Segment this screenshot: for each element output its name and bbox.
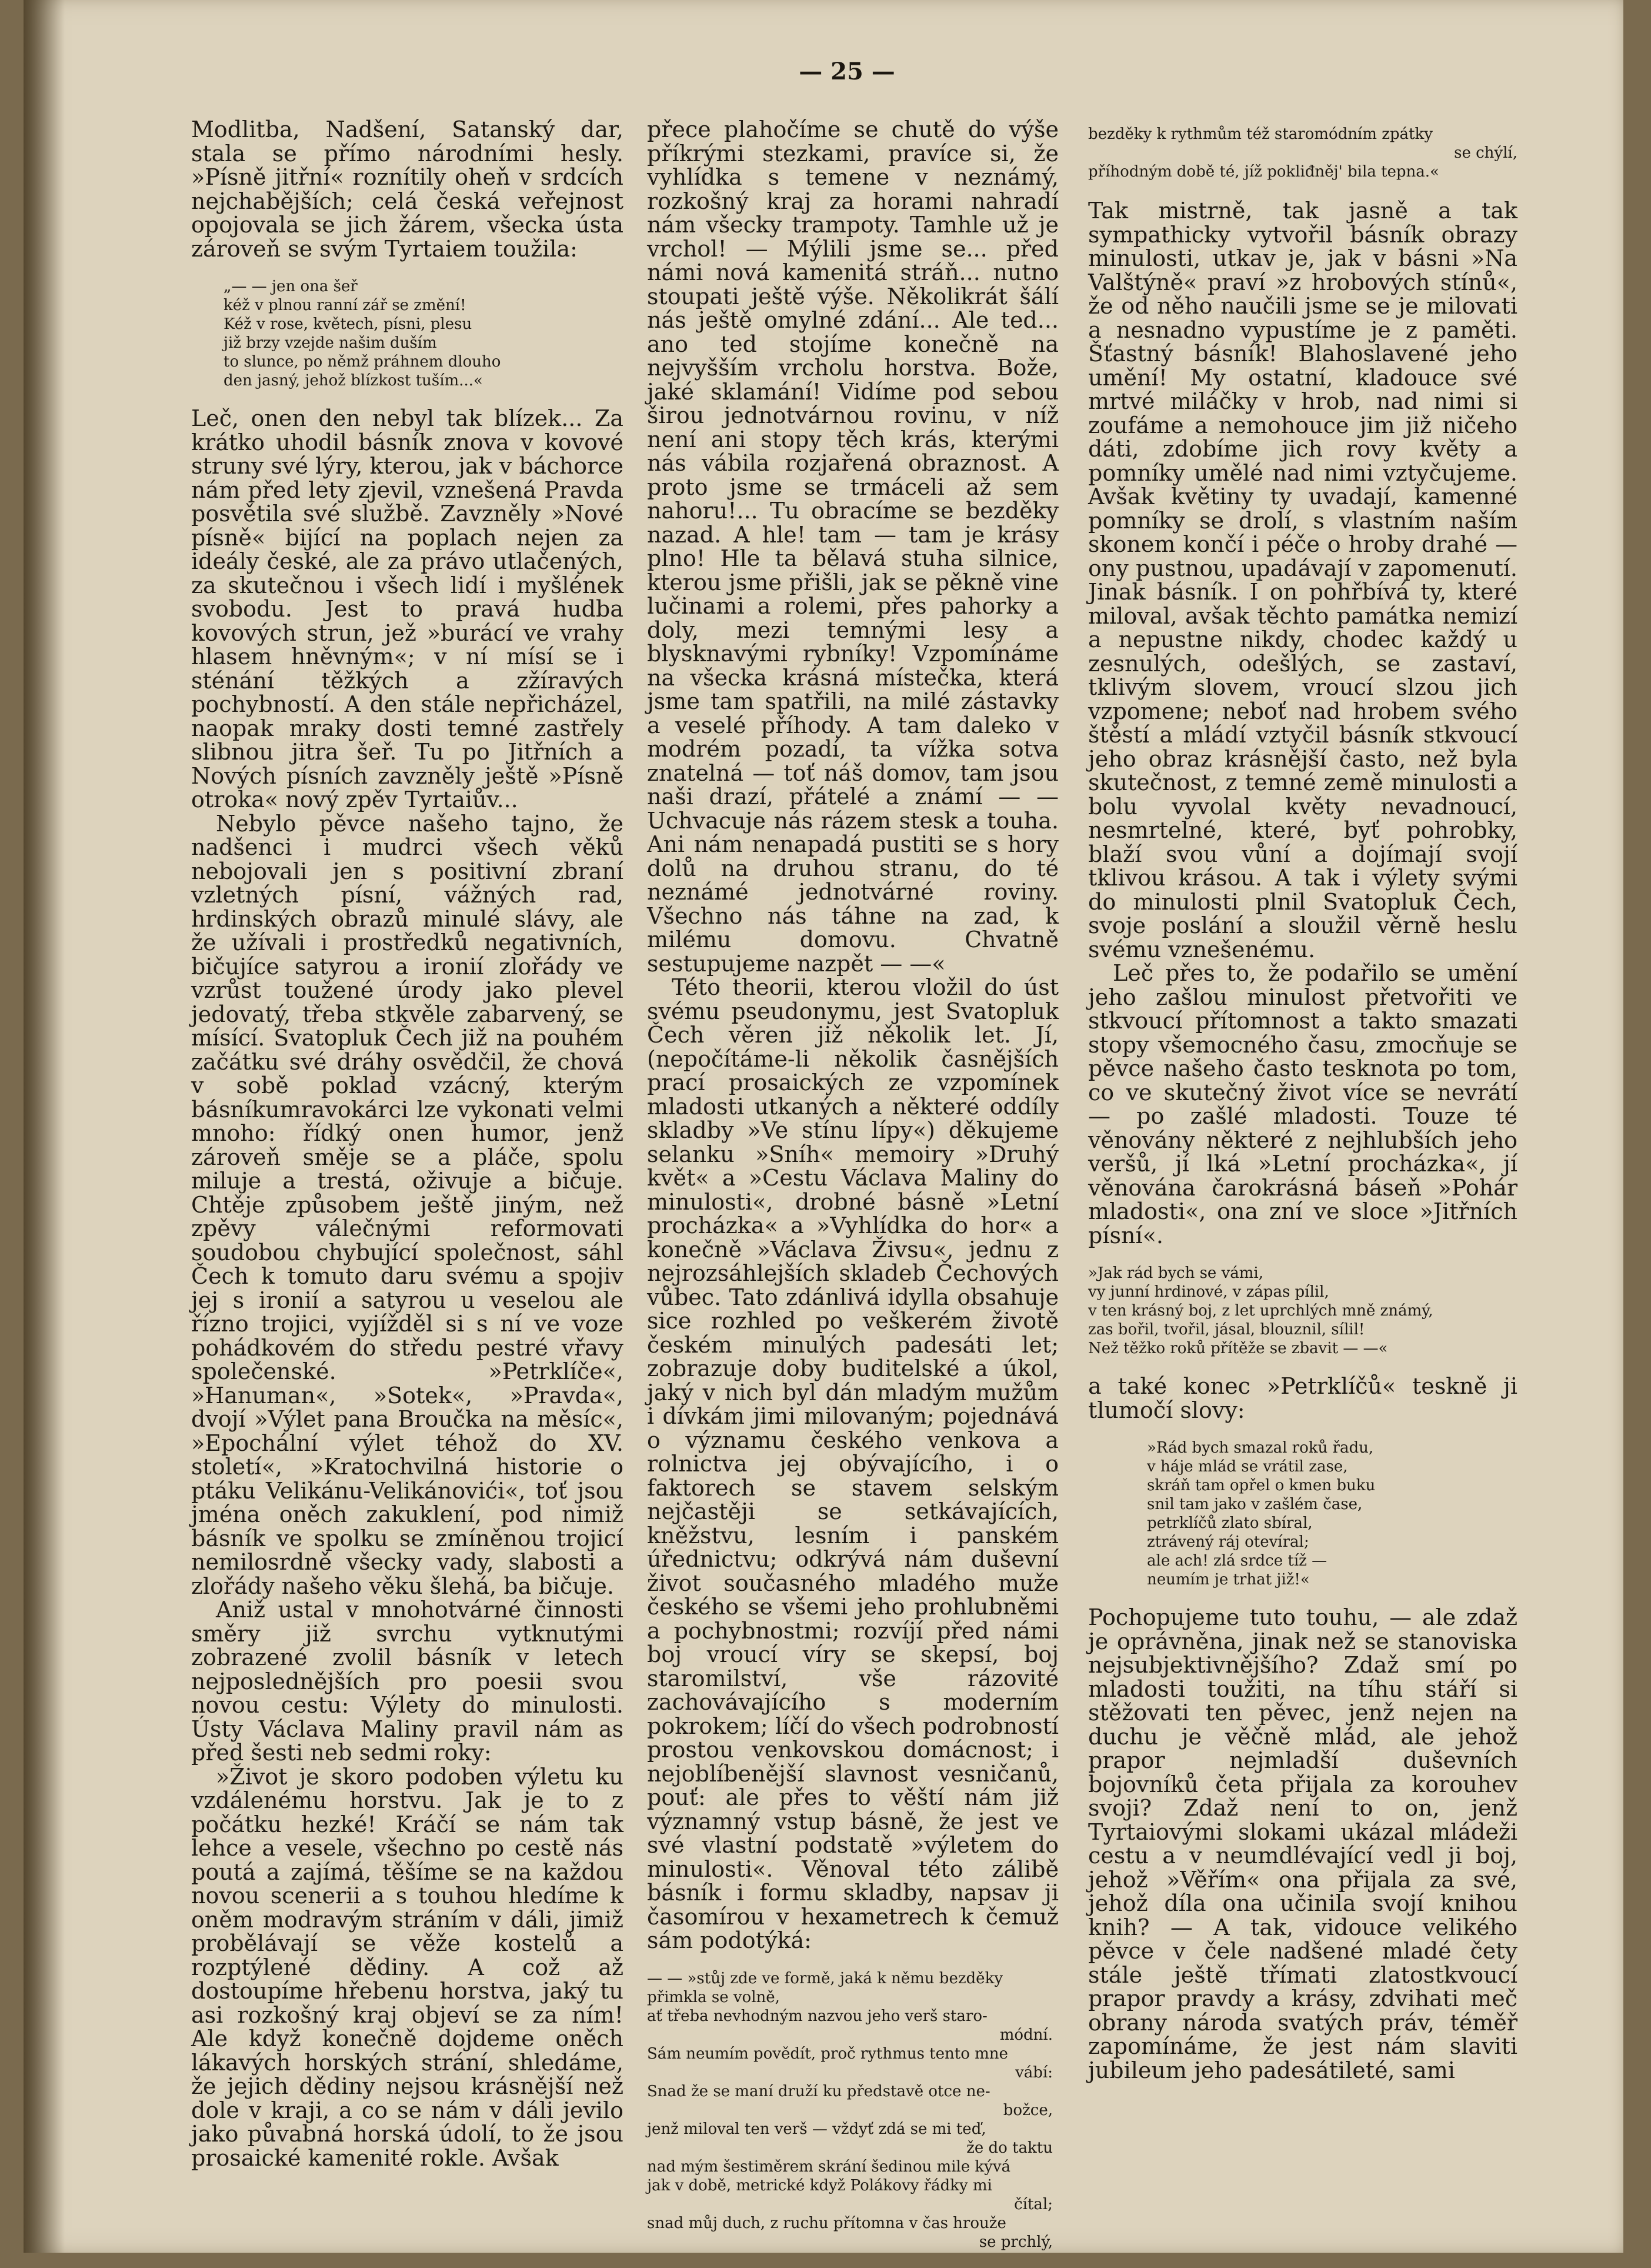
verse-line: bezděky k rythmům též staromódním zpátky <box>1088 125 1433 143</box>
verse-line: v háje mlád se vrátil zase, <box>1147 1458 1348 1476</box>
verse-line-end: se chýlí, <box>1454 144 1517 162</box>
binding-shadow <box>24 0 65 2253</box>
verse-quote <box>1147 1438 1517 1589</box>
paragraph: Pochopujeme tuto touhu, — ale zdaž je oprávněna, jinak než se stanoviska nejsubjektivnějšího? Zdaž smí po mladosti toužiti, na tíhu stáří si stěžovati ten pěvec, jenž nejen na duchu je věčně mlád, ale jehož prapor nejmladší duševních bojovníků četa přijala za korouhev svoji? Zdaž není to on, jenž Tyrtaiovými slokami ukázal mládeži cestu a v neumdlévající vedl ji boj, jehož »Věřím« ona přijala za své, jehož díla ona učinila svojí knihou knih? — A tak, vidouce velikého pěvce v čele nadšené mladé čety stále ještě třímati zlatostkvoucí prapor pravdy a krásy, zdvihati meč obrany národa svatých práv, téměř zapomínáme, že jest nám slaviti jubileum jeho padesátileté, sami <box>1088 1604 1517 2083</box>
verse-line: Sám neumím povědít, proč rythmus tento mne <box>647 2044 1008 2063</box>
verse-quote-continued <box>1088 125 1517 181</box>
verse-line: »Jak rád bych se vámi, <box>1088 1264 1264 1282</box>
verse-line-end: božce, <box>1003 2101 1053 2119</box>
paragraph: Tak mistrně, tak jasně a tak sympathicky vytvořil básník obrazy minulosti, utkav je, jak v básni »Na Valštýně« praví »z hrobových stínů«, že od něho naučili jsme se je milovati a nesnadno vypustíme je z paměti. Šťastný básník! Blahoslavené jeho umění! My ostatní, kladouce své mrtvé miláčky v hrob, nad nimi si zoufáme a nemohouce jim již ničeho dáti, zdobíme jich rovy květy a pomníky umělé nad nimi vztyčujeme. Avšak květiny ty uvadají, kamenné pomníky se drolí, s vlastním naším skonem končí i péče o hroby drahé — ony pustnou, upadávají v zapomenutí. Jinak básník. I on pohřbívá ty, které miloval, avšak těchto památka nemizí a nepustne nikdy, chodec každý u zesnulých, odešlých, se zastaví, tklivým slovem, vroucí slzou jich vzpomene; neboť nad hrobem svého štěstí a mládí vztyčil básník stkvoucí jeho obraz krásnější často, než byla skutečnost, z temné země minulosti a bolu vyvolal květy nevadnoucí, nesmrtelné, které, byť pohrobky, blaží svou vůní a dojímají svojí tklivou krásou. A tak i výlety svými do minulosti plnil Svatopluk Čech, svoje poslání a sloužil věrně heslu svému vznešenému. <box>1088 198 1517 963</box>
verse-line: „— — jen ona šeř <box>224 278 358 295</box>
verse-line: snad můj duch, z ruchu přítomna v čas hrouže <box>647 2214 1006 2232</box>
paragraph: Modlitba, Nadšení, Satanský dar, stala se přímo národními hesly. »Písně jitřní« roznítily oheň v srdcích nejchabějších; celá česká veřejnost opojovala se jich žárem, všecka ústa zároveň se svým Tyrtaiem toužila: <box>191 116 623 262</box>
verse-line: zas bořil, tvořil, jásal, blouznil, sílil! <box>1088 1321 1365 1338</box>
verse-quote <box>1088 1264 1517 1358</box>
verse-line: petrklíčů zlato sbíral, <box>1147 1514 1313 1532</box>
book-page <box>24 0 1623 2253</box>
column-2 <box>647 118 1059 2268</box>
verse-line: již brzy vzejde našim duším <box>224 334 437 352</box>
verse-line: Snad že se maní druží ku představě otce ne- <box>647 2082 990 2100</box>
paragraph: Leč, onen den nebyl tak blízek... Za krátko uhodil básník znova v kovové struny své lýry, kterou, jak v báchorce nám před lety zjevil, vznešená Pravda posvětila své službě. Zavzněly »Nové písně« bijící na poplach nejen za ideály české, ale za právo utlačených, za skutečnou i všech lidí i myšlének svobodu. Jest to pravá hudba kovových strun, jež »burácí ve vrahy hlasem hněvným«; v ní mísí se i sténání těžkých a zžíravých pochybností. A den stále nepřicházel, naopak mraky dosti temné zastřely slibnou jitra šeř. Tu po Jitřních a Nových písních zavzněly ještě »Písně otroka« nový zpěv Tyrtaiův... <box>191 405 623 812</box>
verse-quote <box>224 277 623 390</box>
verse-line: ať třeba nevhodným nazvou jeho verš staro- <box>647 2007 988 2025</box>
verse-line: nad mým šestiměrem skrání šedinou mile kývá <box>647 2157 1011 2176</box>
verse-line: jak v době, metrické když Polákovy řádky mi <box>647 2176 992 2194</box>
paragraph: a také konec »Petrklíčů« teskně ji tlumočí slovy: <box>1088 1373 1517 1423</box>
verse-line: vy junní hrdinové, v zápas pílil, <box>1088 1283 1329 1301</box>
verse-line: Než těžko roků přítěže se zbavit — —« <box>1088 1340 1388 1357</box>
verse-line-end: vábí: <box>1015 2063 1053 2082</box>
paragraph: Aniž ustal v mnohotvárné činnosti směry již svrchu vytknutými zobrazené zvolil básník v letech nejposlednějších pro poesii svou novou cestu: Výlety do minulosti. Ústy Václava Maliny pravil nám as před šesti neb sedmi roky: <box>191 1597 623 1766</box>
paragraph: Leč přes to, že podařilo se umění jeho zašlou minulost přetvořiti ve stkvoucí přítomnost a takto smazati stopy všemocného času, zmocňuje se pěvce našeho často tesknota po tom, co ve skutečný život více se nevrátí — po zašlé mladosti. Touze té věnovány některé z nejhlubších jeho veršů, jí lká »Letní procházka«, jí věnována čarokrásná báseň »Pohár mladosti«, ona zní ve sloce »Jitřních písní«. <box>1088 960 1517 1248</box>
page-number: — 25 — <box>799 58 895 85</box>
verse-line: Kéž v rose, květech, písni, plesu <box>224 315 472 333</box>
verse-line: snil tam jako v zašlém čase, <box>1147 1496 1363 1513</box>
verse-line: — — »stůj zde ve formě, jaká k němu bezděky přimkla se volně, <box>647 1969 1003 2006</box>
paragraph: Této theorii, kterou vložil do úst svému pseudonymu, jest Svatopluk Čech věren již několik let. Jí, (nepočítáme-li několik časnějších prací prosaických ze vzpomínek mladosti utkaných a některé oddíly skladby »Ve stínu lípy«) děkujeme selanku »Sníh« memoiry »Druhý květ« a »Cestu Václava Maliny do minulosti«, drobné básně »Letní procházka« a »Vyhlídka do hor« a konečně »Václava Živsu«, jednu z nejrozsáhlejších skladeb Čechových vůbec. Tato zdánlivá idylla obsahuje sice rozhled po veškerém životě českém minulých padesáti let; zobrazuje doby buditelské a úkol, jaký v nich byl dán mladým mužům i dívkám jimi milovaným; pojednává o významu českého venkova a rolnictva jej obývajícího, i o faktorech se stavem selským nejčastěji se setkávajících, kněžstvu, lesním i panském úřednictvu; odkrývá nám duševní život současného mladého muže českého se všemi jeho prohlubněmi a pochybnostmi; rozvíjí před námi boj vroucí víry se skepsí, boj staromilství, vše rázovité zachovávajícího s moderním pokrokem; líčí do všech podrobností prostou venkovskou domácnost; i nejoblíbenější slavnost vesničanů, pouť: ale přes to věští nám již významný vstup básně, že jest ve své vlastní podstatě »výletem do minulosti«. Věnoval této zálibě básník i formu skladby, napsav ji časomírou v hexametrech k čemuž sám podotýká: <box>647 974 1059 1953</box>
verse-line: ztrávený ráj otevíral; <box>1147 1533 1309 1551</box>
verse-line: neumím je trhat již!« <box>1147 1571 1310 1588</box>
verse-line-end: čítal; <box>1014 2195 1053 2213</box>
verse-line: skráň tam opřel o kmen buku <box>1147 1477 1376 1494</box>
verse-line: příhodným době té, jíž pokliđněj' bila tepna.« <box>1088 163 1439 181</box>
column-1 <box>191 118 623 2170</box>
verse-line: jenž miloval ten verš — vždyť zdá se mi teď, <box>647 2120 986 2138</box>
verse-quote-hexameter <box>647 1969 1059 2252</box>
verse-line: v ten krásný boj, z let uprchlých mně známý, <box>1088 1302 1433 1320</box>
verse-line-end: že do taktu <box>966 2139 1053 2157</box>
paragraph: Nebylo pěvce našeho tajno, že nadšenci i mudrci všech věků nebojovali jen s positivní zbraní vzletných písní, vážných rad, hrdinských obrazů minulé slávy, ale že užívali i prostředků negativních, bičujíce satyrou a ironií zlořády ve vzrůst toužené úrody jako plevel jedovatý, třeba stkvěle zabarvený, se mísící. Svatopluk Čech již na pouhém začátku své dráhy osvědčil, že chová v sobě poklad vzácný, kterým básníkumravokárci lze vykonati velmi mnoho: řídký onen humor, jenž zároveň směje se a pláče, spolu miluje a trestá, oživuje a bičuje. Chtěje způsobem ještě jiným, než zpěvy válečnými reformovati soudobou chybující společnost, sáhl Čech k tomuto daru svému a spojiv jej s ironií a satyrou u veselou ale řízno trojici, vyjížděl si s ní ve voze pohádkovém do středu pestré vřavy společenské. »Petrklíče«, »Hanuman«, »Sotek«, »Pravda«, dvojí »Výlet pana Broučka na měsíc«, »Epochální výlet téhož do XV. století«, »Kratochvilná historie o ptáku Velikánu-Velikánovići«, toť jsou jména oněch zakuklení, pod nimiž básník ve spolku se zmíněnou trojicí nemilosrdně všecky vady, slabosti a zlořády našeho věku šlehá, ba bičuje. <box>191 810 623 1599</box>
paragraph: přece plahočíme se chutě do výše příkrými stezkami, pravíce si, že vyhlídka s temene v neznámý, rozkošný kraj za horami nahradí nám všecky trampoty. Tamhle už je vrchol! — Mýlili jsme se... před námi nová kamenitá stráň... nutno stoupati ještě výše. Několikrát šálí nás ještě omylné zdání... Ale ted... ano ted stojíme konečně na nejvyšším vrcholu horstva. Bože, jaké sklamání! Vidíme pod sebou širou jednotvárnou rovinu, v níž není ani stopy těch krás, kterými nás vábila rozjařená obraznost. A proto jsme se trmáceli až sem nahoru!... Tu obracíme se bezděky nazad. A hle! tam — tam je krásy plno! Hle ta bělavá stuha silnice, kterou jsme přišli, jak se pěkně vine lučinami a rolemi, přes pahorky a doly, mezi temnými lesy a blysknavými rybníky! Vzpomínáme na všecka krásná místečka, která jsme tam spatřili, na milé zástavky a veselé příhody. A tam daleko v modrém pozadí, ta vížka sotva znatelná — toť náš domov, tam jsou naši drazí, přátelé a známí — — Uchvacuje nás rázem stesk a touha. Ani nám nenapadá pustiti se s hory dolů na druhou stranu, do té neznámé jednotvárné roviny. Všechno nás táhne na zad, k milému domovu. Chvatně sestupujeme nazpět — —« <box>647 116 1059 977</box>
paragraph: »Život je skoro podoben výletu ku vzdálenému horstvu. Jak je to z počátku hezké! Kráčí se nám tak lehce a vesele, všechno po cestě nás poutá a zajímá, těšíme se na každou novou scenerii a s touhou hledíme k oněm modravým stráním v dáli, jimiž probělávají se věže kostelů a rozptýlené dědiny. A což až dostoupíme hřebenu horstva, jaký tu asi rozkošný kraj objeví se za ním! Ale když konečně dojdeme oněch lákavých horských strání, shledáme, že jejich dědiny nejsou krásnější než dole v kraji, a co se nám v dáli jevilo jako půvabná horská údolí, to že jsou prosaické kamenité rokle. Avšak <box>191 1763 623 2171</box>
verse-line: den jasný, jehož blízkost tuším...« <box>224 372 483 389</box>
column-3 <box>1088 125 1517 2082</box>
verse-line: »Rád bych smazal roků řadu, <box>1147 1439 1374 1457</box>
verse-line: kéž v plnou ranní zář se změní! <box>224 297 466 314</box>
verse-line: to slunce, po němž práhnem dlouho <box>224 353 501 371</box>
verse-line-end: se prchlý, <box>979 2233 1053 2251</box>
verse-line-end: módní. <box>999 2026 1053 2044</box>
verse-line: ale ach! zlá srdce tíž — <box>1147 1552 1328 1570</box>
